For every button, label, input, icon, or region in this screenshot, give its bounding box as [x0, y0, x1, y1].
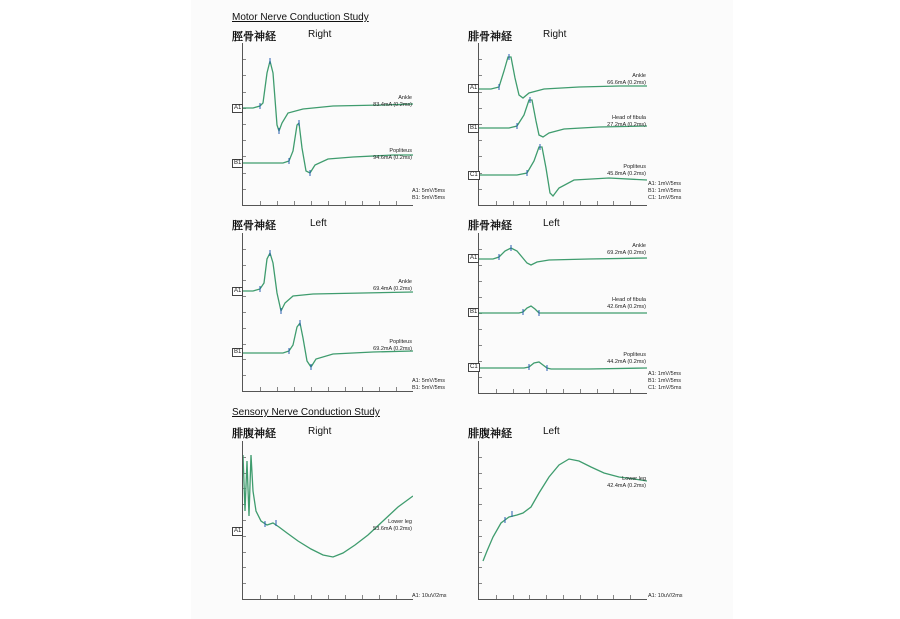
- stim-site: Ankle: [632, 243, 646, 249]
- panel-nerve-title: 脛骨神経: [232, 30, 276, 43]
- channel-label: A1: [470, 255, 478, 261]
- stim-annotation: [607, 73, 646, 87]
- stim-annotation: [607, 297, 646, 311]
- panel-nerve-title: 腓骨神経: [468, 219, 512, 232]
- channel-label: C1: [470, 364, 478, 370]
- stim-annotation: [373, 339, 412, 353]
- panel-side-label: Right: [308, 426, 332, 437]
- stim-site: Head of fibula: [612, 297, 646, 303]
- scale-line: B1: 5mV/5ms: [412, 195, 446, 201]
- stim-annotation: [607, 352, 646, 366]
- channel-label: A1: [234, 105, 242, 111]
- waveform-plot: [470, 43, 682, 206]
- scale-line: C1: 1mV/5ms: [648, 195, 682, 201]
- motor-section-title: Motor Nerve Conduction Study: [232, 12, 369, 23]
- stim-intensity: 45.8mA (0.2ms): [607, 171, 646, 177]
- waveform-plot: [234, 441, 447, 600]
- channel-label: B1: [234, 160, 242, 166]
- scale-legend: [412, 593, 447, 600]
- panel-side-label: Left: [310, 218, 327, 229]
- trace-a1: [483, 459, 647, 561]
- scale-line: A1: 10uV/2ms: [412, 593, 447, 599]
- panel-nerve-title: 腓腹神経: [232, 427, 276, 440]
- trace-a1: [243, 455, 413, 557]
- scale-line: A1: 5mV/5ms: [412, 188, 446, 194]
- scale-legend: [648, 593, 683, 600]
- stim-intensity: 53.6mA (0.2ms): [373, 526, 412, 532]
- stim-site: Popliteus: [623, 352, 646, 358]
- waveform-svg: [479, 233, 647, 393]
- stim-annotation: [373, 148, 412, 162]
- stim-site: Lower leg: [388, 519, 412, 525]
- panel-nerve-title: 腓腹神経: [468, 427, 512, 440]
- stim-annotation: [607, 476, 646, 490]
- stim-intensity: 94.6mA (0.2ms): [373, 155, 412, 161]
- scale-line: B1: 5mV/5ms: [412, 385, 446, 391]
- channel-label: C1: [470, 172, 478, 178]
- panel-side-label: Right: [308, 29, 332, 40]
- scale-line: B1: 1mV/5ms: [648, 188, 682, 194]
- panel-side-label: Left: [543, 218, 560, 229]
- waveform-svg: [243, 43, 413, 205]
- waveform-svg: [243, 233, 413, 391]
- channel-label: B1: [470, 125, 478, 131]
- stim-annotation: [373, 519, 412, 533]
- stim-site: Ankle: [398, 95, 412, 101]
- waveform-plot: [234, 43, 446, 206]
- channel-label: A1: [470, 85, 478, 91]
- stim-site: Ankle: [398, 279, 412, 285]
- panel-side-label: Left: [543, 426, 560, 437]
- panel-nerve-title: 脛骨神経: [232, 219, 276, 232]
- stim-annotation: [373, 95, 412, 109]
- channel-label: B1: [234, 349, 242, 355]
- stim-site: Popliteus: [389, 339, 412, 345]
- waveform-plot: [470, 233, 682, 394]
- waveform-plot: [234, 233, 446, 392]
- scale-line: A1: 1mV/5ms: [648, 371, 682, 377]
- scale-line: A1: 1mV/5ms: [648, 181, 682, 187]
- stim-site: Head of fibula: [612, 115, 646, 121]
- stim-annotation: [607, 115, 646, 129]
- stim-intensity: 69.4mA (0.2ms): [373, 286, 412, 292]
- stim-site: Popliteus: [389, 148, 412, 154]
- panel-nerve-title: 腓骨神経: [468, 30, 512, 43]
- channel-label: B1: [470, 309, 478, 315]
- stim-annotation: [607, 243, 646, 257]
- waveform-plot: [478, 441, 683, 600]
- channel-label: A1: [234, 528, 242, 534]
- stim-intensity: 83.4mA (0.2ms): [373, 102, 412, 108]
- sensory-section-title: Sensory Nerve Conduction Study: [232, 407, 380, 418]
- scale-line: B1: 1mV/5ms: [648, 378, 682, 384]
- stim-intensity: 66.6mA (0.2ms): [607, 80, 646, 86]
- scale-line: A1: 5mV/5ms: [412, 378, 446, 384]
- stim-site: Ankle: [632, 73, 646, 79]
- grid-ticks: [479, 250, 631, 394]
- scale-legend: [648, 181, 681, 202]
- scale-legend: [648, 371, 681, 392]
- scale-legend: [412, 188, 445, 202]
- stim-annotation: [373, 279, 412, 293]
- stim-site: Popliteus: [623, 164, 646, 170]
- scale-line: C1: 1mV/5ms: [648, 385, 682, 391]
- channel-label: A1: [234, 288, 242, 294]
- scale-legend: [412, 378, 445, 392]
- scale-line: A1: 10uV/2ms: [648, 593, 683, 599]
- stim-intensity: 44.2mA (0.2ms): [607, 359, 646, 365]
- stim-intensity: 69.2mA (0.2ms): [373, 346, 412, 352]
- stim-site: Lower leg: [622, 476, 646, 482]
- panel-side-label: Right: [543, 29, 567, 40]
- stim-annotation: [607, 164, 646, 178]
- stim-intensity: 27.2mA (0.2ms): [607, 122, 646, 128]
- stim-intensity: 42.4mA (0.2ms): [607, 483, 646, 489]
- stim-intensity: 42.6mA (0.2ms): [607, 304, 646, 310]
- stim-intensity: 69.2mA (0.2ms): [607, 250, 646, 256]
- waveform-svg: [479, 441, 647, 599]
